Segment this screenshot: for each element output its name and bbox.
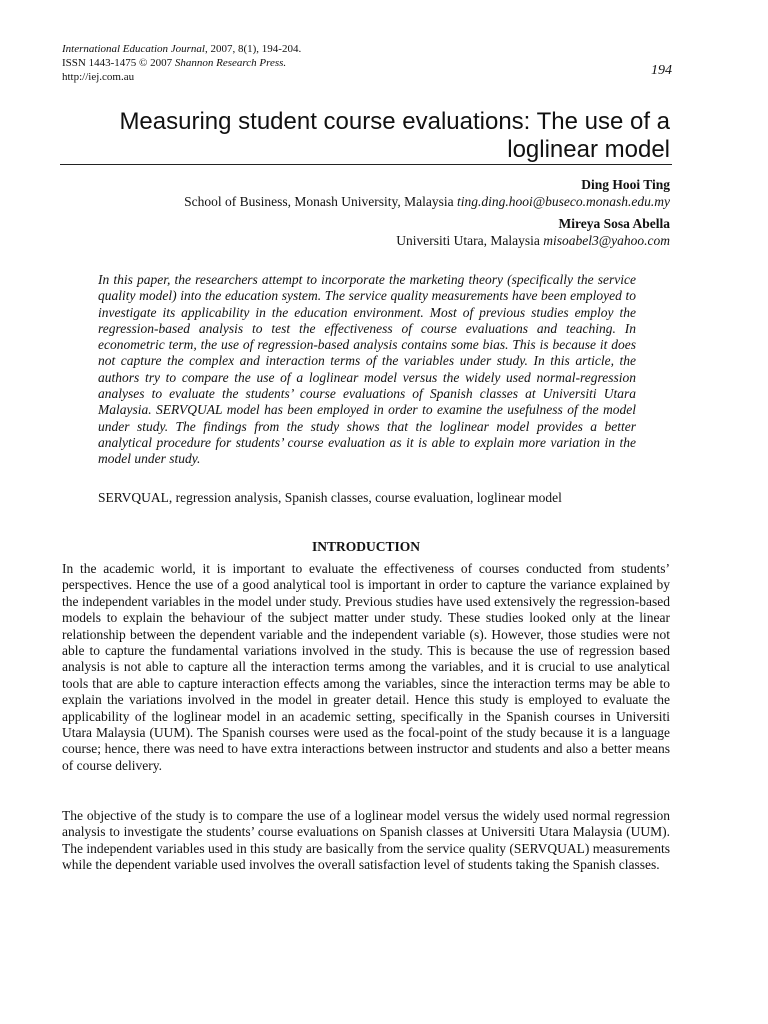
author-affiliation-line (62, 193, 670, 210)
journal-header (62, 42, 672, 84)
journal-url: http://iej.com.au (62, 71, 135, 83)
page-number: 194 (651, 63, 672, 78)
abstract: In this paper, the researchers attempt to incorporate the marketing theory (specifically the service quality model) into the education system. The service quality measurements have been employed to investigate its applicability in the education environment. Most of previous studies employ the regression-based analysis to test the effectiveness of course evaluations and teaching. In econometric term, the use of regression-based analysis contains some bias. This is because it does not capture the complex and interaction terms of the variables under study. In this article, the authors try to compare the use of a loglinear model versus the widely used normal-regression analyses to evaluate the students’ course evaluations of Spanish classes at Universiti Utara Malaysia. SERVQUAL model has been employed in order to examine the usefulness of the model under study. The findings from the study shows that the loglinear model provides a better analytical procedure for students’ course evaluation as it is able to explain more variation in the model under study. (98, 272, 636, 467)
body-paragraph: The objective of the study is to compare the use of a loglinear model versus the widely used normal regression analysis to investigate the students’ course evaluations on Spanish classes at Universiti Utara Malaysia (UUM). The independent variables used in this study are basically from the service quality (SERVQUAL) measurements while the dependent variable used involves the overall satisfaction level of students taking the Spanish classes. (62, 808, 670, 873)
author-affiliation-line (62, 232, 670, 249)
keywords: SERVQUAL, regression analysis, Spanish classes, course evaluation, loglinear model (98, 490, 562, 505)
section-heading-introduction: INTRODUCTION (311, 539, 420, 554)
title-divider (60, 164, 672, 165)
author-affiliation: School of Business, Monash University, Malaysia (184, 194, 457, 209)
author-email: ting.ding.hooi@buseco.monash.edu.my (456, 194, 670, 209)
issn: ISSN 1443-1475 © 2007 (62, 57, 175, 69)
publisher: Shannon Research Press. (174, 57, 287, 69)
citation-line (62, 42, 672, 56)
issn-line (62, 56, 672, 70)
author-name: Ding Hooi Ting (581, 177, 670, 192)
author-block (62, 215, 670, 249)
author-affiliation: Universiti Utara, Malaysia (396, 233, 544, 248)
author-block (62, 176, 670, 210)
body-paragraph: In the academic world, it is important to evaluate the effectiveness of courses conducted from students’ perspectives. Hence the use of a good analytical tool is important in order to capture the variance explained by the independent variables in the model under study. Previous studies have used extensively the regression-based models to explain the behaviour of the subject matter under study. These studies looked only at the linear relationship between the dependent variable and the independent variable (s). However, those studies were not able to capture the fundamental variations involved in the study. This is because the use of regression based analysis is not able to capture all the interaction terms among the variables, and it is crucial to use analytical tools that are able to capture interaction effects among the variables, since the interaction terms may be able to explain the variations involved in the model in greater detail. Hence this study is employed to evaluate the applicability of the loglinear model in an academic setting, specifically in the Spanish courses in Universiti Utara Malaysia (UUM). The Spanish courses were used as the focal-point of the study because it is a language course; hence, there was need to have extra interactions between instructor and students and also a better means of course delivery. (62, 561, 670, 773)
author-name: Mireya Sosa Abella (558, 216, 670, 231)
journal-name: International Education Journal (62, 43, 205, 55)
author-email: misoabel3@yahoo.com (543, 233, 670, 248)
paper-title: Measuring student course evaluations: The use of a loglinear model (119, 108, 670, 163)
author-list (62, 176, 670, 254)
journal-citation: , 2007, 8(1), 194-204. (204, 43, 302, 55)
